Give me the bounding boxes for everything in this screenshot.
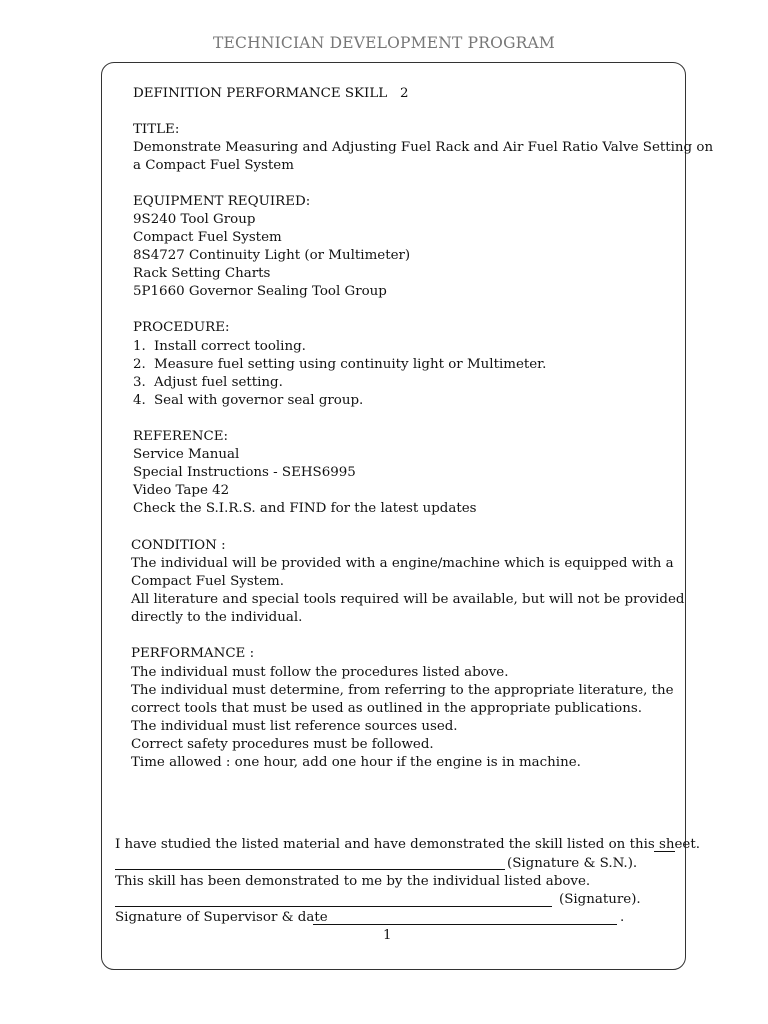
page-number: 1 <box>383 928 392 943</box>
condition-heading: CONDITION : <box>131 538 226 553</box>
procedure-step <box>133 338 306 356</box>
performance-line: Time allowed : one hour, add one hour if the engine is in machine. <box>131 755 581 770</box>
signature-sn-line <box>115 869 505 870</box>
program-title: TECHNICIAN DEVELOPMENT PROGRAM <box>213 34 555 52</box>
step-number: 1. <box>133 339 146 354</box>
title-heading: TITLE: <box>133 122 180 137</box>
equipment-item: Compact Fuel System <box>133 230 282 245</box>
equipment-heading: EQUIPMENT REQUIRED: <box>133 194 311 209</box>
equipment-item: 8S4727 Continuity Light (or Multimeter) <box>133 248 411 263</box>
studied-statement: I have studied the listed material and have demonstrated the skill listed on this sheet. <box>115 837 700 852</box>
performance-heading: PERFORMANCE : <box>131 646 255 661</box>
signature-label: (Signature). <box>559 892 641 907</box>
procedure-heading: PROCEDURE: <box>133 320 230 335</box>
signature-line <box>115 906 552 907</box>
equipment-item: 5P1660 Governor Sealing Tool Group <box>133 284 387 299</box>
reference-item: Check the S.I.R.S. and FIND for the latest updates <box>133 501 477 516</box>
step-number: 3. <box>133 375 146 390</box>
reference-item: Service Manual <box>133 447 240 462</box>
title-line-1: Demonstrate Measuring and Adjusting Fuel Rack and Air Fuel Ratio Valve Setting on <box>133 140 714 155</box>
step-number: 4. <box>133 393 146 408</box>
condition-line: All literature and special tools required will be available, but will not be provided <box>131 592 685 607</box>
performance-line: The individual must follow the procedures listed above. <box>131 665 509 680</box>
definition-number: 2 <box>400 86 409 101</box>
procedure-step <box>133 374 283 392</box>
performance-line: correct tools that must be used as outlined in the appropriate publications. <box>131 701 642 716</box>
supervisor-end-mark: . <box>620 910 625 925</box>
step-text: Install correct tooling. <box>154 339 306 354</box>
title-line-2: a Compact Fuel System <box>133 158 294 173</box>
reference-item: Special Instructions - SEHS6995 <box>133 465 356 480</box>
step-text: Measure fuel setting using continuity light or Multimeter. <box>154 357 547 372</box>
signature-sn-label: (Signature & S.N.). <box>507 856 638 871</box>
demonstrated-statement: This skill has been demonstrated to me by the individual listed above. <box>115 874 591 889</box>
initials-line <box>654 851 675 852</box>
supervisor-label: Signature of Supervisor & date <box>115 910 328 925</box>
performance-line: Correct safety procedures must be followed. <box>131 737 434 752</box>
procedure-step <box>133 392 363 410</box>
definition-label: DEFINITION PERFORMANCE SKILL <box>133 86 388 101</box>
step-number: 2. <box>133 357 146 372</box>
reference-heading: REFERENCE: <box>133 429 229 444</box>
supervisor-signature-line <box>313 924 617 925</box>
equipment-item: Rack Setting Charts <box>133 266 271 281</box>
reference-item: Video Tape 42 <box>133 483 230 498</box>
condition-line: Compact Fuel System. <box>131 574 284 589</box>
performance-line: The individual must determine, from referring to the appropriate literature, the <box>131 683 674 698</box>
step-text: Seal with governor seal group. <box>154 393 364 408</box>
condition-line: The individual will be provided with a engine/machine which is equipped with a <box>131 556 674 571</box>
performance-line: The individual must list reference sources used. <box>131 719 458 734</box>
step-text: Adjust fuel setting. <box>154 375 283 390</box>
procedure-step <box>133 356 546 374</box>
equipment-item: 9S240 Tool Group <box>133 212 256 227</box>
condition-line: directly to the individual. <box>131 610 303 625</box>
